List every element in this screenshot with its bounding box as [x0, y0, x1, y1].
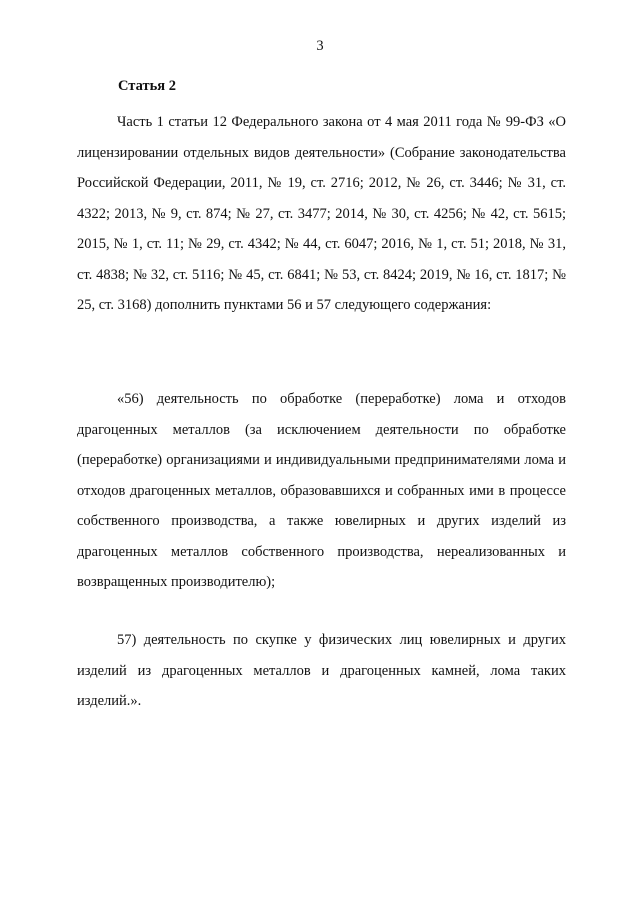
paragraph-text: Часть 1 статьи 12 Федерального закона от 4 мая 2011 года № 99-ФЗ «О лицензировании отдельных видов деятельности» (Собрание законодательства Российской Федерации, 2011, № 19, ст. 2716; 2012, № 26, ст. 3446; № 31, ст. 4322; 2013, № 9, ст. 874; № 27, ст. 3477; 2014, № 30, ст. 4256; № 42, ст. 5615; 2015, № 1, ст. 11; № 29, ст. 4342; № 44, ст. 6047; 2016, № 1, ст. 51; 2018, № 31, ст. 4838; № 32, ст. 5116; № 45, ст. 6841; № 53, ст. 8424; 2019, № 16, ст. 1817; № 25, ст. 3168) дополнить пунктами 56 и 57 следующего содержания:: [77, 114, 566, 313]
page-number: 3: [316, 38, 324, 54]
paragraph-item-56: [77, 384, 566, 598]
paragraph-text: «56) деятельность по обработке (переработке) лома и отходов драгоценных металлов (за исключением деятельности по обработке (переработке) организациями и индивидуальными предпринимателями лома и отходов драгоценных металлов, образовавшихся и собранных ими в процессе собственного производства, а также ювелирных и других изделий из драгоценных металлов собственного производства, нереализованных и возвращенных производителю);: [77, 391, 566, 590]
paragraph-text: 57) деятельность по скупке у физических лиц ювелирных и других изделий из драгоценных металлов и драгоценных камней, лома таких изделий.».: [77, 632, 566, 709]
article-title: Статья 2: [118, 78, 176, 94]
paragraph-item-57: [77, 625, 566, 717]
paragraph-amendment-intro: [77, 107, 566, 321]
